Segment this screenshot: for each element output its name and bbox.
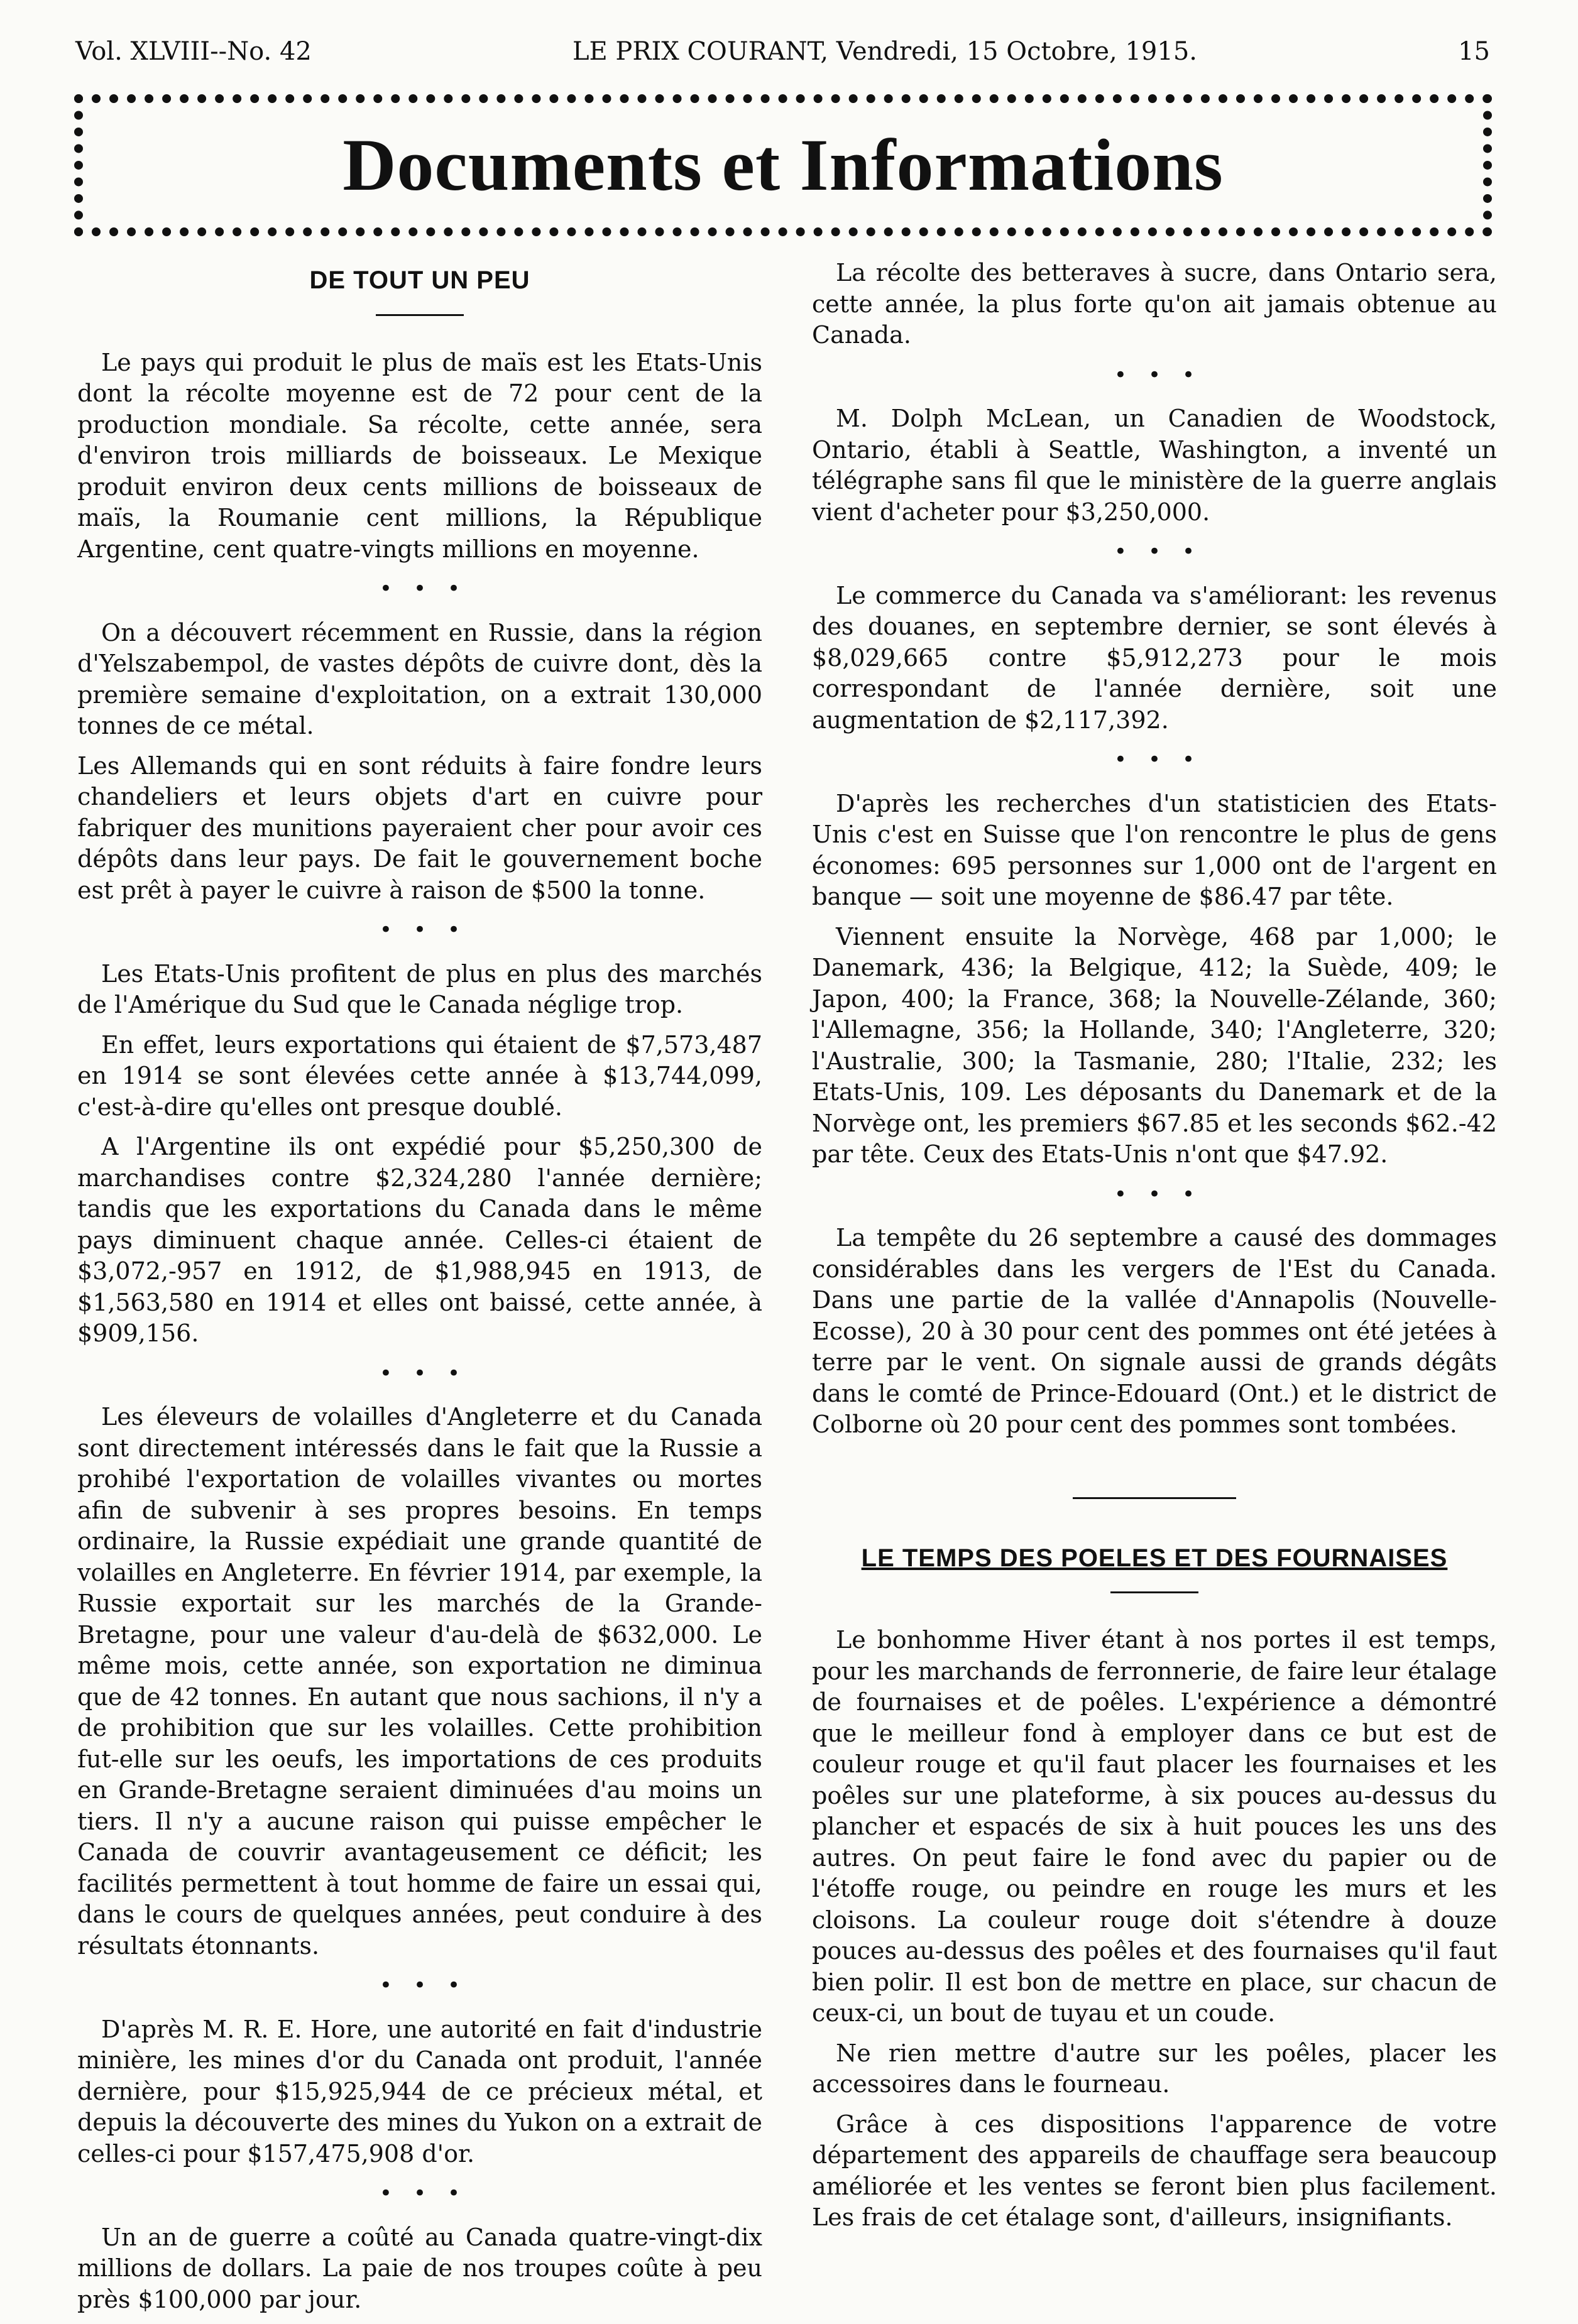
section-banner [74, 94, 1492, 236]
article-paragraph: La tempête du 26 septembre a causé des dommages considérables dans les vergers de l'Est du Canada. Dans une partie de la vallée d'Annapolis (Nouvelle-Ecosse), 20 à 30 pour cent des pommes ont été jetées à terre par le vent. On signale aussi de grands dégâts dans le comté de Prince-Edouard (Ont.) et le district de Colborne où 20 pour cent des pommes sont tombées. [812, 1224, 1497, 1438]
section-title: LE TEMPS DES POELES ET DES FOURNAISES [861, 1544, 1448, 1572]
running-head [75, 33, 1490, 70]
article-paragraph: En effet, leurs exportations qui étaient de $7,573,487 en 1914 se sont élevées cette année à $13,744,099, c'est-à-dire qu'elles ont presque doublé. [77, 1030, 762, 1121]
separator-stars: ••• [1114, 539, 1217, 564]
article-paragraph: Ne rien mettre d'autre sur les poêles, placer les accessoires dans le fourneau. [812, 2039, 1497, 2098]
separator-stars: ••• [379, 1360, 482, 1386]
article-paragraph: M. Dolph McLean, un Canadien de Woodstock, Ontario, établi à Seattle, Washington, a inventé un télégraphe sans fil que le ministère de la guerre anglais vient d'acheter pour $3,250,000. [812, 405, 1497, 526]
article-paragraph: Grâce à ces dispositions l'apparence de votre département des appareils de chauffage sera beaucoup améliorée et les ventes se feront bien plus facilement. Les frais de cet étalage sont, d'ailleurs, insignifiants. [812, 2110, 1497, 2231]
separator-stars: ••• [379, 1973, 482, 1998]
right-column [812, 258, 1497, 2242]
article-paragraph: Un an de guerre a coûté au Canada quatre-vingt-dix millions de dollars. La paie de nos troupes coûte à peu près $100,000 par jour. [77, 2223, 762, 2313]
article-paragraph: Viennent ensuite la Norvège, 468 par 1,000; le Danemark, 436; la Belgique, 412; la Suède, 409; le Japon, 400; la France, 368; la Nouvelle-Zélande, 360; l'Allemagne, 356; la Hollande, 340; l'Angleterre, 320; l'Australie, 300; la Tasmanie, 280; l'Italie, 232; les Etats-Unis, 109. Les déposants du Danemark et de la Norvège ont, les premiers $67.85 et les seconds $62.-42 par tête. Ceux des Etats-Unis n'ont que $47.92. [812, 922, 1497, 1168]
separator-stars: ••• [379, 917, 482, 942]
title-rule [376, 314, 464, 316]
article-paragraph: Le commerce du Canada va s'améliorant: les revenus des douanes, en septembre dernier, se sont élevés à $8,029,665 contre $5,912,273 pour le mois correspondant de l'année dernière, soit une augmentation de $2,117,392. [812, 581, 1497, 734]
article-paragraph: Le pays qui produit le plus de maïs est les Etats-Unis dont la récolte moyenne est de 72 pour cent de la production mondiale. Sa récolte, cette année, sera d'environ trois milliards de boisseaux. Le Mexique produit environ deux cents millions de boisseaux de maïs, la Roumanie cent millions, la République Argentine, cent quatre-vingts millions en moyenne. [77, 348, 762, 563]
article-paragraph: Les Etats-Unis profitent de plus en plus des marchés de l'Amérique du Sud que le Canada néglige trop. [77, 959, 762, 1018]
separator-stars: ••• [1114, 1181, 1217, 1207]
section-divider [1073, 1497, 1236, 1499]
page-number: 15 [1458, 37, 1490, 66]
separator-stars: ••• [1114, 362, 1217, 388]
article-paragraph: On a découvert récemment en Russie, dans la région d'Yelszabempol, de vastes dépôts de cuivre dont, dès la première semaine d'exploitation, on a extrait 130,000 tonnes de ce métal. [77, 618, 762, 739]
section-title: DE TOUT UN PEU [309, 266, 530, 294]
left-column [77, 258, 762, 2324]
article-paragraph: La récolte des betteraves à sucre, dans Ontario sera, cette année, la plus forte qu'on ait jamais obtenue au Canada. [812, 259, 1497, 349]
article-paragraph: Les Allemands qui en sont réduits à faire fondre leurs chandeliers et leurs objets d'art en cuivre pour fabriquer des munitions payeraient cher pour avoir ces dépôts dans leur pays. De fait le gouvernement boche est prêt à payer le cuivre à raison de $500 la tonne. [77, 751, 762, 904]
publication-dateline: LE PRIX COURANT, Vendredi, 15 Octobre, 1915. [572, 37, 1197, 66]
banner-title: Documents et Informations [342, 124, 1224, 206]
article-paragraph: D'après les recherches d'un statisticien des Etats-Unis c'est en Suisse que l'on rencontre le plus de gens économes: 695 personnes sur 1,000 ont de l'argent en banque — soit une moyenne de $86.47 par tête. [812, 789, 1497, 910]
article-paragraph: D'après M. R. E. Hore, une autorité en fait d'industrie minière, les mines d'or du Canada ont produit, l'année dernière, pour $15,925,944 de ce précieux métal, et depuis la découverte des mines du Yukon on a extrait de celles-ci pour $157,475,908 d'or. [77, 2015, 762, 2168]
separator-stars: ••• [1114, 747, 1217, 772]
title-rule [1110, 1591, 1198, 1593]
article-paragraph: A l'Argentine ils ont expédié pour $5,250,300 de marchandises contre $2,324,280 l'année dernière; tandis que les exportations du Canada dans le même pays diminuent chaque année. Celles-ci étaient de $3,072,-957 en 1912, de $1,988,945 en 1913, de $1,563,580 en 1914 et elles ont baissé, cette année, à $909,156. [77, 1133, 762, 1347]
volume-number: Vol. XLVIII--No. 42 [75, 37, 312, 66]
separator-stars: ••• [379, 576, 482, 601]
article-paragraph: Le bonhomme Hiver étant à nos portes il est temps, pour les marchands de ferronnerie, de faire leur étalage de fournaises et de poêles. L'expérience a démontré que le meilleur fond à employer dans ce but est de couleur rouge et qu'il faut placer les fournaises et les poêles sur une plateforme, à six pouces au-dessus du plancher et espacés de six à huit pouces les uns des autres. On peut faire le fond avec du papier ou de l'étoffe rouge, ou peindre en rouge les murs et les cloisons. La couleur rouge doit s'étendre à douze pouces au-dessus des poêles et des fournaises qu'il faut bien polir. Il est bon de mettre en place, sur chacun de ceux-ci, un bout de tuyau et un coude. [812, 1626, 1497, 2027]
article-paragraph: Les éleveurs de volailles d'Angleterre et du Canada sont directement intéressés dans le fait que la Russie a prohibé l'exportation de volailles vivantes ou mortes afin de subvenir à ses propres besoins. En temps ordinaire, la Russie expédiait une grande quantité de volailles en Angleterre. En février 1914, par exemple, la Russie exportait sur les marchés de la Grande-Bretagne, pour une valeur d'au-delà de $632,000. Le même mois, cette année, son exportation ne diminua que de 42 tonnes. En autant que nous sachions, il n'y a de prohibition que sur les volailles. Cette prohibition fut-elle sur les oeufs, les importations de ces produits en Grande-Bretagne seraient diminuées d'au moins un tiers. Il n'y a aucune raison qui puisse empêcher le Canada de couvrir avantageusement ce déficit; les facilités permettent à tout homme de faire un essai qui, dans le cours de quelques années, peut conduire à des résultats étonnants. [77, 1403, 762, 1960]
separator-stars: ••• [379, 2181, 482, 2206]
